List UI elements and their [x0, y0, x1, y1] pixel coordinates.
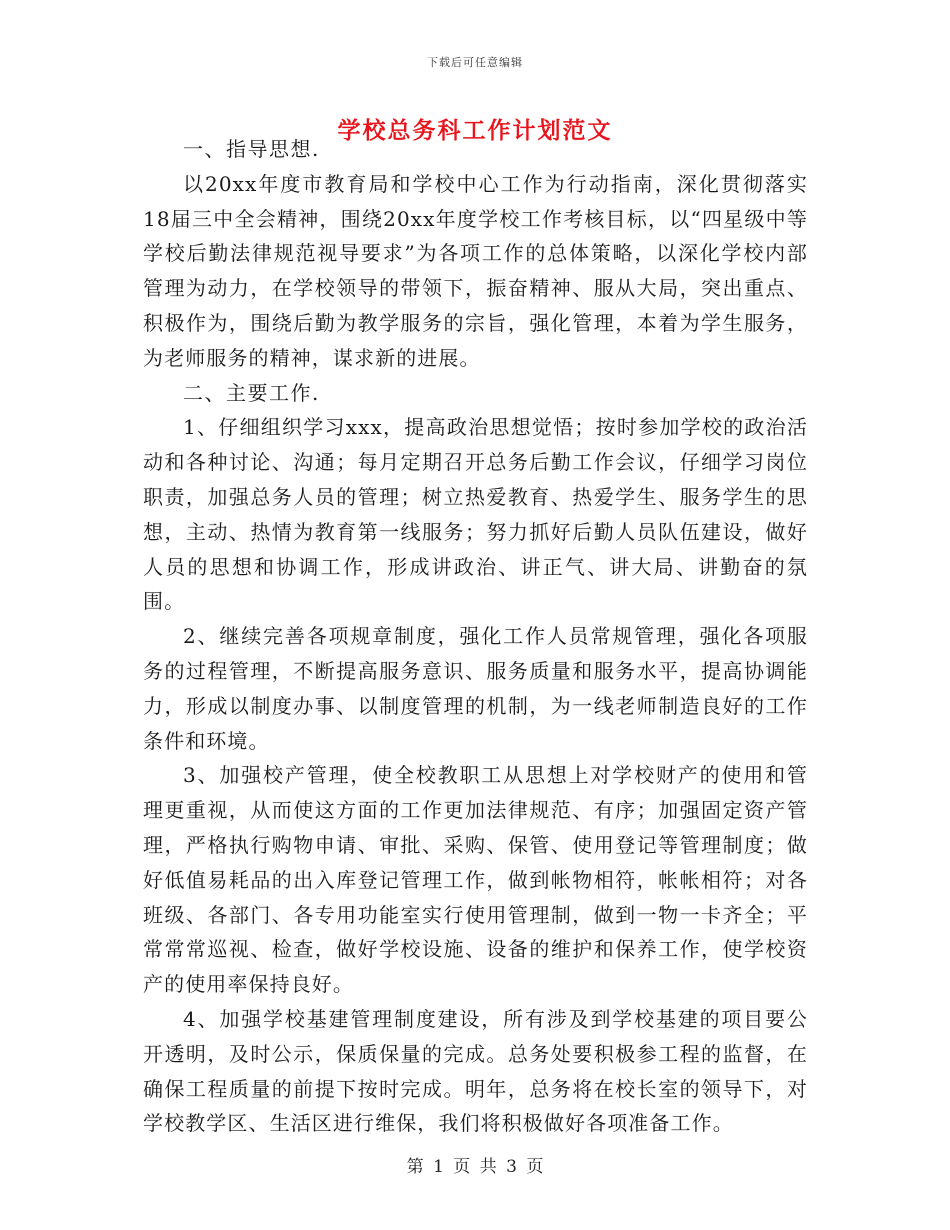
document-title: 学校总务科工作计划范文	[337, 117, 613, 144]
section-heading-main-work: 二、主要工作.	[183, 380, 320, 405]
header-note: 下载后可任意编辑	[427, 56, 523, 69]
paragraph-item-2: 2、继续完善各项规章制度，强化工作人员常规管理，强化各项服务的过程管理，不断提高服务意识、服务质量和服务水平，提高协调能力，形成以制度办事、以制度管理的机制，为一线老师制造良好的工作条件和环境。	[143, 624, 808, 753]
page-number-footer: 第 1 页 共 3 页	[406, 1157, 544, 1177]
document-body	[143, 132, 808, 1141]
paragraph-item-3: 3、加强校产管理，使全校教职工从思想上对学校财产的使用和管理更重视，从而使这方面的工作更加法律规范、有序；加强固定资产管理，严格执行购物申请、审批、采购、保管、使用登记等管理制度；做好低值易耗品的出入库登记管理工作，做到帐物相符，帐帐相符；对各班级、各部门、各专用功能室实行使用管理制，做到一物一卡齐全；平常常常巡视、检查，做好学校设施、设备的维护和保养工作，使学校资产的使用率保持良好。	[143, 763, 808, 997]
paragraph-item-4: 4、加强学校基建管理制度建设，所有涉及到学校基建的项目要公开透明，及时公示，保质保量的完成。总务处要积极参工程的监督，在确保工程质量的前提下按时完成。明年，总务将在校长室的领导下，对学校教学区、生活区进行维保，我们将积极做好各项准备工作。	[143, 1006, 808, 1136]
paragraph-guiding-thought: 以20xx年度市教育局和学校中心工作为行动指南，深化贯彻落实18届三中全会精神，围绕20xx年度学校工作考核目标，以“四星级中等学校后勤法律规范视导要求”为各项工作的总体策略，以深化学校内部管理为动力，在学校领导的带领下，振奋精神、服从大局，突出重点、积极作为，围绕后勤为教学服务的宗旨，强化管理，本着为学生服务，为老师服务的精神，谋求新的进展。	[143, 171, 808, 370]
section-heading-guiding-thought: 一、指导思想.	[183, 137, 320, 161]
paragraph-item-1: 1、仔细组织学习xxx，提高政治思想觉悟；按时参加学校的政治活动和各种讨论、沟通；每月定期召开总务后勤工作会议，仔细学习岗位职责，加强总务人员的管理；树立热爱教育、热爱学生、服务学生的思想，主动、热情为教育第一线服务；努力抓好后勤人员队伍建设，做好人员的思想和协调工作，形成讲政治、讲正气、讲大局、讲勤奋的氛围。	[143, 415, 808, 614]
